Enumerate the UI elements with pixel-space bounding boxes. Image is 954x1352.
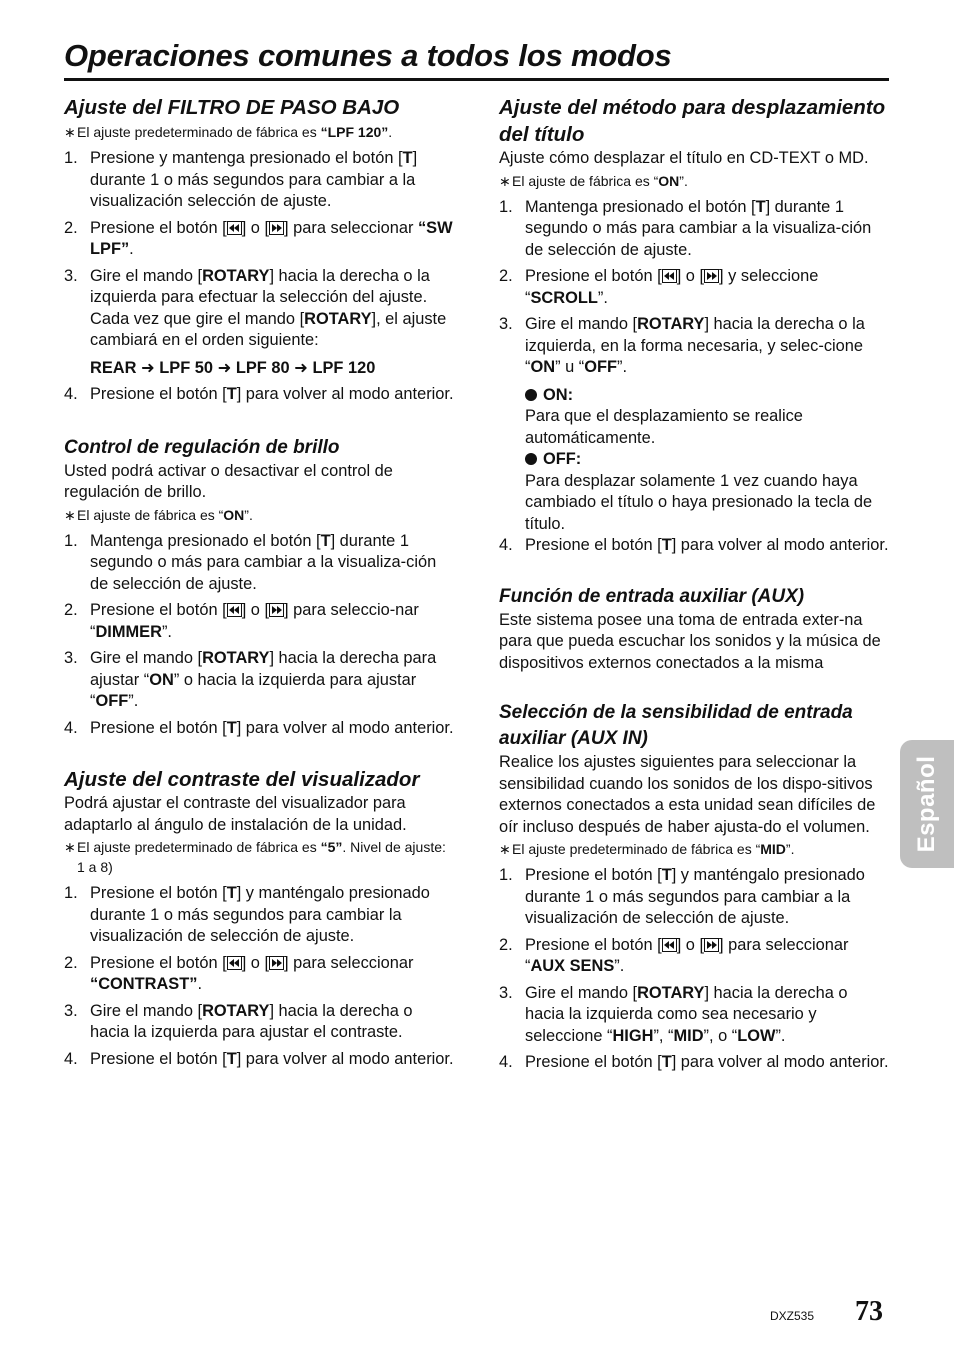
dimmer-step-2: 2. Presione el botón [ ] o [ ] para seleccio-nar “DIMMER”. bbox=[64, 601, 419, 641]
lpf-step-1: 1. Presione y mantenga presionado el botón [T] durante 1 o más segundos para cambiar a la visualización selección de ajuste. bbox=[64, 149, 418, 210]
contrast-section bbox=[64, 766, 454, 1070]
asterisk-icon: ∗ bbox=[499, 841, 511, 857]
dimmer-step-1: 1. Mantenga presionado el botón [T] durante 1 segundo o más para cambiar a la visualiza-ción de selección de ajuste. bbox=[64, 531, 437, 593]
previous-track-icon bbox=[662, 938, 677, 952]
scroll-step-1: 1. Mantenga presionado el botón [T] durante 1 segundo o más para cambiar a la visualiza-ción de selección de ajuste. bbox=[499, 197, 872, 259]
contrast-title: Ajuste del contraste del visualizador bbox=[64, 768, 420, 791]
dimmer-step-3: 3. Gire el mando [ROTARY] hacia la derecha para ajustar “ON” o hacia la izquierda para ajustar “OFF”. bbox=[64, 649, 437, 710]
previous-track-icon bbox=[227, 956, 242, 970]
left-column bbox=[64, 94, 454, 1075]
bullet-dot-icon bbox=[525, 453, 537, 465]
auxin-step-2: 2. Presione el botón [ ] o [ ] para seleccionar “AUX SENS”. bbox=[499, 935, 849, 975]
scroll-intro: Ajuste cómo desplazar el título en CD-TEXT o MD. bbox=[499, 149, 869, 167]
scroll-step-3: 3. Gire el mando [ROTARY] hacia la derecha o la izquierda, en la forma necesaria, y selec-cione “ON” u “OFF”. ON: Para que el desplazamiento se realice automáticamente. OFF: Para desplazar solamente 1 vez cuando haya cambiado el título o haya presionado la tecla de título. bbox=[499, 314, 891, 535]
scroll-off-option: OFF: bbox=[525, 449, 891, 471]
asterisk-icon: ∗ bbox=[64, 839, 76, 855]
lpf-steps bbox=[64, 148, 454, 406]
auxin-note: ∗El ajuste predeterminado de fábrica es “MID”. bbox=[499, 841, 795, 857]
aux-intro: Este sistema posee una toma de entrada exter-na para que pueda escuchar los sonidos y la música de dispositivos externos conectados a la misma bbox=[499, 610, 881, 672]
scroll-on-text: Para que el desplazamiento se realice automáticamente. bbox=[525, 407, 803, 447]
auxin-title: Selección de la sensibilidad de entrada auxiliar (AUX IN) bbox=[499, 702, 853, 749]
right-column bbox=[499, 94, 891, 1079]
previous-track-icon bbox=[227, 603, 242, 617]
scroll-step-2: 2. Presione el botón [ ] o [ ] y seleccione “SCROLL”. bbox=[499, 267, 819, 307]
contrast-note: ∗El ajuste predeterminado de fábrica es “5”. Nivel de ajuste: 1 a 8) bbox=[64, 839, 446, 875]
auxin-step-3: 3. Gire el mando [ROTARY] hacia la derecha o hacia la izquierda como sea necesario y seleccione “HIGH”, “MID”, o “LOW”. bbox=[499, 983, 848, 1045]
scroll-step-4: 4. Presione el botón [T] para volver al modo anterior. bbox=[499, 536, 889, 554]
dimmer-steps bbox=[64, 531, 454, 740]
dimmer-title: Control de regulación de brillo bbox=[64, 436, 340, 458]
contrast-step-2: 2. Presione el botón [ ] o [ ] para seleccionar “CONTRAST”. bbox=[64, 953, 414, 993]
next-track-icon bbox=[269, 221, 284, 235]
dimmer-section bbox=[64, 435, 454, 740]
contrast-step-4: 4. Presione el botón [T] para volver al modo anterior. bbox=[64, 1049, 454, 1068]
auxin-step-4: 4. Presione el botón [T] para volver al modo anterior. bbox=[499, 1053, 889, 1071]
contrast-steps bbox=[64, 883, 454, 1070]
scroll-section bbox=[499, 94, 891, 557]
next-track-icon bbox=[704, 938, 719, 952]
next-track-icon bbox=[269, 603, 284, 617]
lpf-step-2: 2. Presione el botón [ ] o [ ] para seleccionar “SW LPF”. bbox=[64, 218, 453, 258]
previous-track-icon bbox=[662, 269, 677, 283]
page-title: Operaciones comunes a todos los modos bbox=[64, 38, 672, 73]
asterisk-icon: ∗ bbox=[64, 506, 76, 523]
dimmer-intro: Usted podrá activar o desactivar el control de regulación de brillo. bbox=[64, 461, 393, 501]
bullet-dot-icon bbox=[525, 389, 537, 401]
previous-track-icon bbox=[227, 221, 242, 235]
next-track-icon bbox=[269, 956, 284, 970]
lpf-step-4: 4. Presione el botón [T] para volver al modo anterior. bbox=[64, 385, 454, 403]
lpf-sequence: REAR ➜ LPF 50 ➜ LPF 80 ➜ LPF 120 bbox=[90, 358, 376, 377]
aux-title: Función de entrada auxiliar (AUX) bbox=[499, 585, 805, 607]
lpf-section bbox=[64, 94, 454, 406]
language-side-tab-label: Español bbox=[913, 755, 940, 853]
contrast-intro: Podrá ajustar el contraste del visualizador para adaptarlo al ángulo de instalación de la unidad. bbox=[64, 794, 407, 834]
title-rule bbox=[64, 78, 889, 81]
scroll-steps bbox=[499, 197, 891, 557]
contrast-step-3: 3. Gire el mando [ROTARY] hacia la derecha o hacia la izquierda para ajustar el contraste. bbox=[64, 1001, 413, 1041]
page-number: 73 bbox=[855, 1296, 883, 1327]
contrast-step-1: 1. Presione el botón [T] y manténgalo presionado durante 1 o más segundos para cambiar la visualización de selección de ajuste. bbox=[64, 884, 430, 945]
lpf-note: ∗El ajuste predeterminado de fábrica es “LPF 120”. bbox=[64, 124, 393, 140]
model-number: DXZ535 bbox=[770, 1309, 815, 1323]
scroll-off-text: Para desplazar solamente 1 vez cuando haya cambiado el título o haya presionado la tecla de título. bbox=[525, 471, 873, 533]
language-side-tab bbox=[900, 740, 954, 868]
aux-section bbox=[499, 584, 891, 675]
auxin-intro: Realice los ajustes siguientes para seleccionar la sensibilidad cuando los sonidos de los dispo-sitivos externos conectados a esta unidad sean difíciles de oír incluso después de haber ajusta-do el volumen. bbox=[499, 753, 876, 836]
lpf-title: Ajuste del FILTRO DE PASO BAJO bbox=[64, 96, 400, 119]
scroll-on-option: ON: bbox=[525, 385, 891, 407]
scroll-title: Ajuste del método para desplazamiento del título bbox=[499, 96, 886, 146]
dimmer-step-4: 4. Presione el botón [T] para volver al modo anterior. bbox=[64, 718, 454, 737]
auxin-steps bbox=[499, 865, 891, 1074]
next-track-icon bbox=[704, 269, 719, 283]
scroll-note: ∗El ajuste de fábrica es “ON”. bbox=[499, 172, 688, 189]
dimmer-note: ∗El ajuste de fábrica es “ON”. bbox=[64, 506, 253, 523]
lpf-step-3: 3. Gire el mando [ROTARY] hacia la derecha o la izquierda para efectuar la selección del ajuste. Cada vez que gire el mando [ROTARY], el ajuste cambiará en el orden siguiente: REAR ➜ LPF 50 ➜ LPF 80 ➜ LPF 120 bbox=[64, 266, 454, 380]
asterisk-icon: ∗ bbox=[499, 172, 511, 189]
asterisk-icon: ∗ bbox=[64, 124, 76, 140]
auxin-section bbox=[499, 700, 891, 1074]
auxin-step-1: 1. Presione el botón [T] y manténgalo presionado durante 1 o más segundos para cambiar a la visualización de selección de ajuste. bbox=[499, 866, 865, 927]
